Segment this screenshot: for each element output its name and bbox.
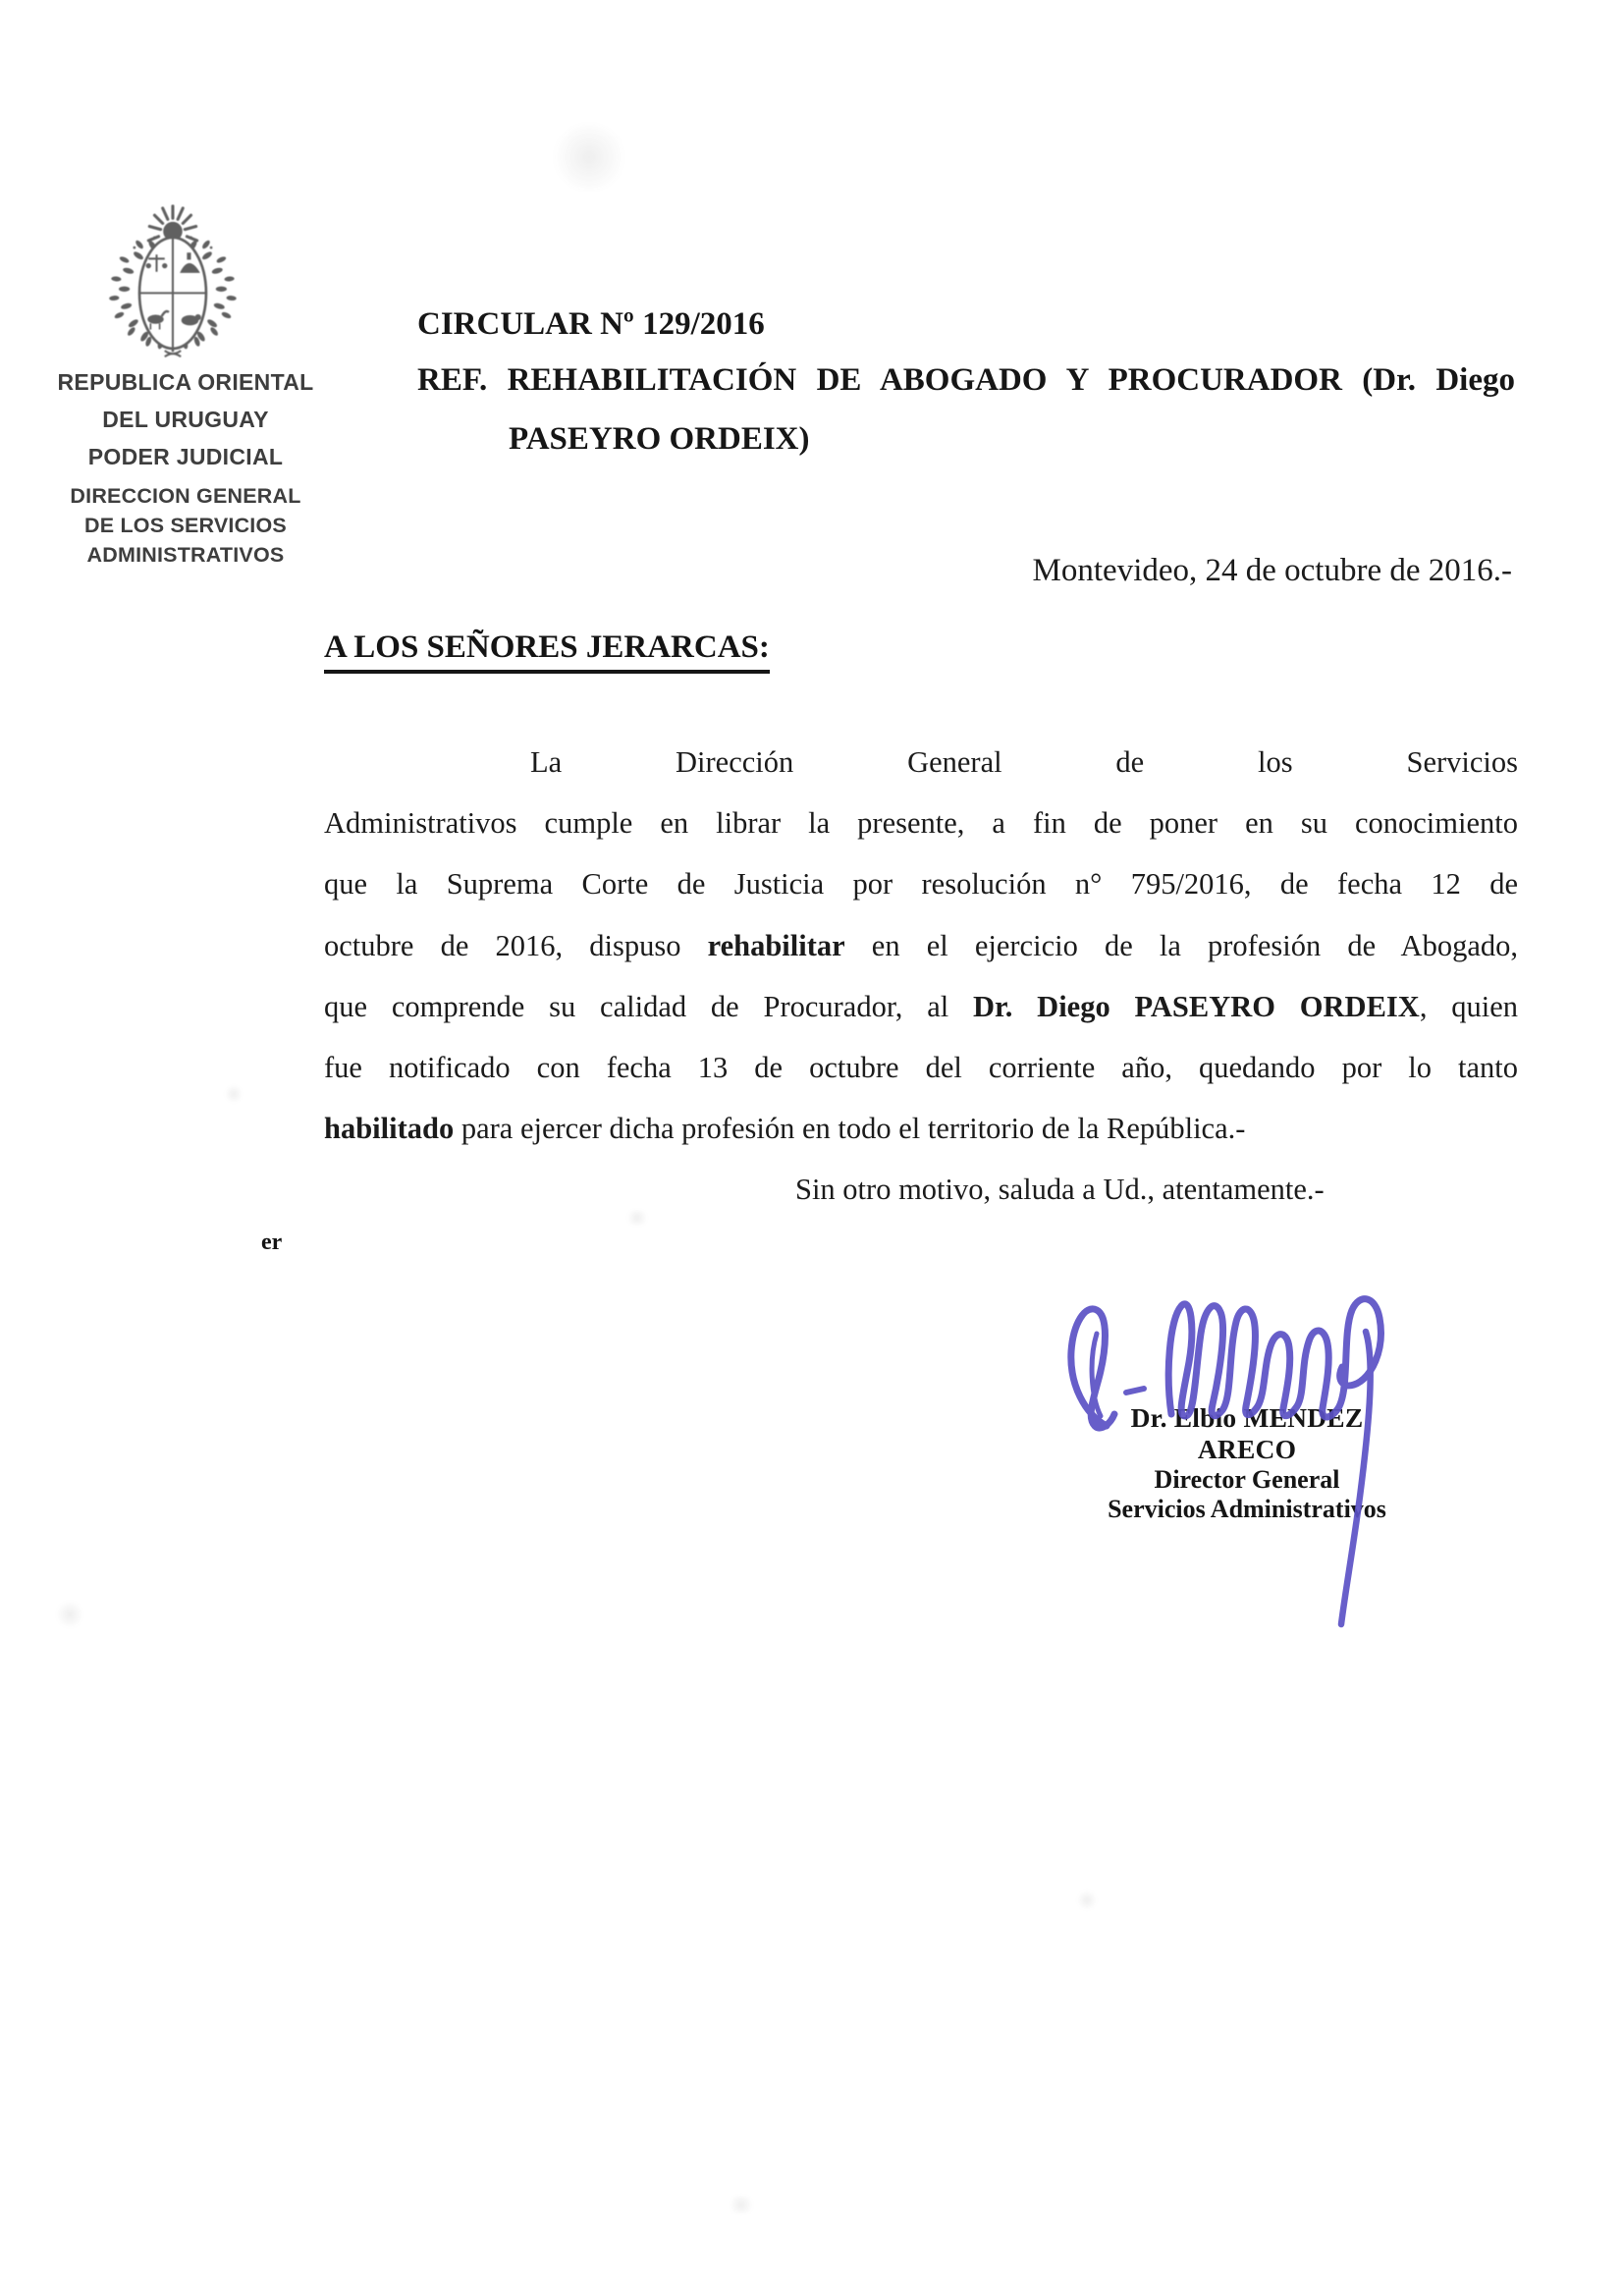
body-text: La Dirección General de los Servicios [530,745,1518,779]
letterhead-line: DIRECCION GENERAL [70,484,301,508]
reference-line-2: PASEYRO ORDEIX) [509,421,810,457]
body-line [324,1159,1518,1220]
letterhead-line: DE LOS SERVICIOS [84,514,287,537]
body-text: que la Suprema Corte de Justicia por resolución n° 795/2016, de fecha 12 de [324,867,1518,902]
date-line: Montevideo, 24 de octubre de 2016.- [1032,553,1512,588]
signer-department: Servicios Administrativos [1108,1495,1386,1523]
body-paragraph [324,732,1518,1221]
body-text: octubre de 2016, dispuso [324,928,708,962]
scan-artifact [1076,1890,1098,1910]
typist-initials: er [261,1230,283,1255]
letterhead-line: REPUBLICA ORIENTAL [57,369,314,395]
body-text-bold: habilitado [324,1112,455,1146]
uruguay-coat-of-arms-icon [104,196,243,361]
body-text: en el ejercicio de la profesión de Abogado, [844,928,1518,962]
body-text: , quien [1419,989,1518,1023]
body-text-bold: Dr. Diego PASEYRO ORDEIX [973,989,1420,1023]
scan-artifact [55,1601,84,1628]
signature-block [1083,1402,1411,1524]
scan-artifact [224,1085,243,1103]
body-line [324,793,1518,853]
body-line [324,732,1518,793]
scan-artifact [624,1210,650,1226]
signer-title: Director General [1154,1465,1340,1494]
letterhead-line: ADMINISTRATIVOS [86,543,285,567]
letterhead-line: DEL URUGUAY [102,407,269,432]
body-line [324,976,1518,1037]
signer-name: Dr. Elbio MENDEZ ARECO [1130,1402,1364,1464]
body-text: que comprende su calidad de Procurador, al [324,989,973,1023]
body-line [324,1098,1518,1159]
body-text-bold: rehabilitar [707,928,845,962]
salutation: A LOS SEÑORES JERARCAS: [324,629,770,674]
body-line [324,1037,1518,1098]
body-text: fue notificado con fecha 13 de octubre del corriente año, quedando por lo tanto [324,1051,1518,1085]
body-line [324,915,1518,976]
body-text: para ejercer dicha profesión en todo el territorio de la República.- [454,1112,1246,1146]
body-text: Administrativos cumple en librar la presente, a fin de poner en su conocimiento [324,806,1518,841]
reference-line-1: REF. REHABILITACIÓN DE ABOGADO Y PROCURADOR (Dr. Diego [417,362,1515,398]
letterhead [55,363,316,570]
scan-artifact [727,2196,756,2214]
body-text: Sin otro motivo, saluda a Ud., atentamente.- [795,1173,1325,1207]
circular-number: CIRCULAR Nº 129/2016 [417,306,765,342]
letterhead-line: PODER JUDICIAL [87,444,284,469]
scan-artifact [550,123,628,191]
body-line [324,853,1518,914]
